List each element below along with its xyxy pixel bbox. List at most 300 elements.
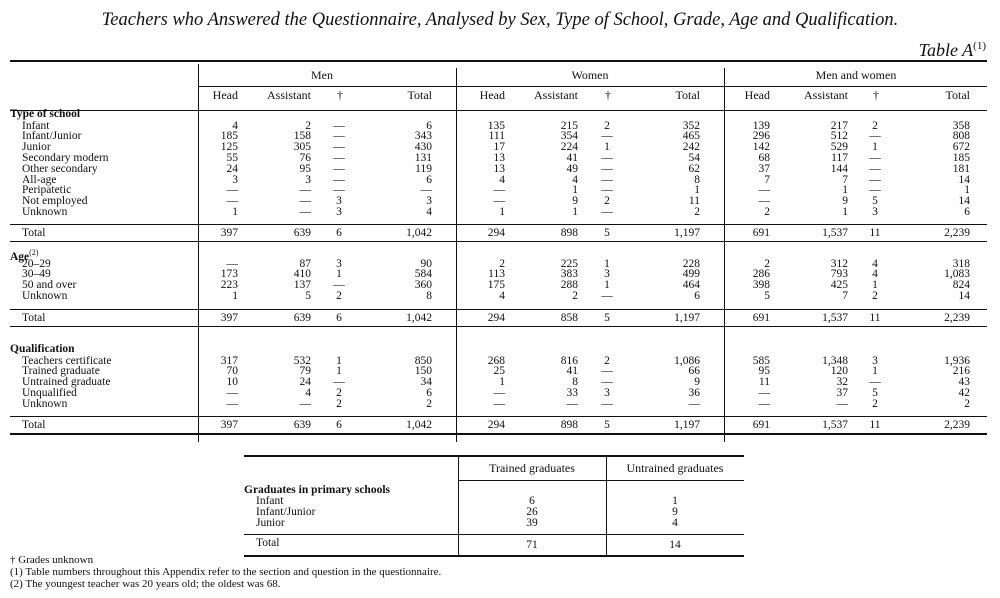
table-cell: 6	[964, 205, 970, 218]
table-cell: —	[493, 184, 505, 197]
table-cell: 354	[560, 130, 578, 143]
table-cell: 286	[752, 268, 770, 281]
table-cell: 3	[232, 173, 238, 186]
table-cell: 398	[752, 279, 770, 292]
footnote-dagger: † Grades unknown	[10, 554, 94, 566]
table-cell: —	[758, 184, 770, 197]
footnote-1: (1) Table numbers throughout this Appendix refer to the section and question in the questionnaire.	[10, 566, 442, 578]
table-cell: 8	[572, 376, 578, 389]
row-label: Unknown	[22, 289, 68, 302]
section-heading: Qualification	[10, 343, 75, 355]
total-cell: 6	[336, 312, 342, 324]
table-cell: 2	[764, 205, 770, 218]
table-cell: 288	[560, 279, 578, 292]
subtable-cell: 1	[672, 495, 678, 507]
group-header-rule	[198, 86, 987, 87]
table-cell: —	[601, 365, 613, 378]
table-cell: 1	[872, 365, 878, 378]
table-cell: 268	[487, 354, 505, 367]
total-cell: 898	[560, 419, 578, 431]
table-cell: 672	[952, 141, 970, 154]
table-cell: 13	[493, 151, 505, 164]
table-cell: 1	[336, 354, 342, 367]
table-cell: 4	[232, 119, 238, 132]
row-label: Not employed	[22, 195, 88, 208]
total-cell: 2,239	[944, 312, 970, 324]
subtable-header-rule	[458, 480, 744, 481]
total-cell: 691	[752, 419, 770, 431]
table-cell: 512	[830, 130, 848, 143]
table-cell: 7	[764, 173, 770, 186]
table-cell: —	[226, 195, 238, 208]
subtable-heading: Graduates in primary schools	[244, 484, 390, 496]
table-cell: 1	[872, 279, 878, 292]
total-cell: 1,537	[822, 312, 848, 324]
table-cell: 54	[688, 151, 700, 164]
table-cell: 137	[293, 279, 311, 292]
table-cell: 17	[493, 141, 505, 154]
total-cell: 5	[604, 419, 610, 431]
table-cell: 1	[336, 268, 342, 281]
table-cell: 3	[336, 257, 342, 270]
subtable-total-rule	[244, 534, 744, 535]
table-cell: —	[758, 386, 770, 399]
total-cell: 1,197	[674, 312, 700, 324]
table-cell: 1	[604, 141, 610, 154]
table-cell: 816	[560, 354, 578, 367]
table-cell: 2	[872, 289, 878, 302]
subtable-total-label: Total	[256, 537, 280, 549]
group-header: Men	[311, 68, 333, 82]
table-cell: 4	[305, 386, 311, 399]
table-cell: —	[493, 386, 505, 399]
table-cell: 173	[220, 268, 238, 281]
column-header: Total	[407, 88, 432, 102]
table-cell: —	[333, 130, 345, 143]
table-cell: 360	[414, 279, 432, 292]
column-header: Total	[675, 88, 700, 102]
table-cell: —	[601, 151, 613, 164]
table-cell: 228	[682, 257, 700, 270]
table-number-footnote-ref: (1)	[973, 40, 986, 52]
table-cell: 4	[499, 173, 505, 186]
total-label: Total	[22, 227, 46, 239]
table-cell: 2	[872, 119, 878, 132]
table-cell: —	[869, 130, 881, 143]
table-cell: —	[601, 173, 613, 186]
subtable-cell: 6	[529, 495, 535, 507]
total-cell: 5	[604, 312, 610, 324]
total-cell: 858	[560, 312, 578, 324]
table-cell: 2	[336, 386, 342, 399]
section-heading-footnote-ref: (2)	[29, 248, 39, 257]
total-cell: 639	[293, 419, 311, 431]
table-cell: 529	[830, 141, 848, 154]
table-cell: 318	[952, 257, 970, 270]
table-cell: —	[601, 162, 613, 175]
row-label: 20–29	[22, 257, 51, 270]
table-cell: 3	[604, 268, 610, 281]
table-cell: 2	[964, 397, 970, 410]
table-cell: 117	[831, 151, 848, 164]
table-cell: 7	[842, 289, 848, 302]
table-cell: 33	[566, 386, 578, 399]
subtable-row-label: Junior	[256, 516, 285, 529]
table-cell: —	[299, 397, 311, 410]
table-cell: —	[333, 119, 345, 132]
total-cell: 294	[487, 312, 505, 324]
table-cell: 1	[964, 184, 970, 197]
table-cell: 1	[499, 205, 505, 218]
table-cell: 3	[336, 195, 342, 208]
table-cell: 1,348	[822, 354, 848, 367]
table-cell: 217	[830, 119, 848, 132]
table-cell: 216	[952, 365, 970, 378]
table-cell: 6	[426, 173, 432, 186]
column-header: †	[873, 88, 879, 102]
total-cell: 6	[336, 227, 342, 239]
table-cell: 585	[752, 354, 770, 367]
total-cell: 11	[869, 227, 881, 239]
row-label: Infant	[22, 119, 50, 132]
table-cell: —	[758, 195, 770, 208]
table-cell: 296	[752, 130, 770, 143]
table-cell: 425	[830, 279, 848, 292]
table-cell: 62	[688, 162, 700, 175]
table-cell: 25	[493, 365, 505, 378]
table-cell: —	[493, 195, 505, 208]
table-cell: 5	[764, 289, 770, 302]
table-cell: —	[869, 184, 881, 197]
table-cell: —	[601, 289, 613, 302]
table-cell: —	[333, 141, 345, 154]
table-cell: 343	[414, 130, 432, 143]
section-bottom-rule	[10, 433, 987, 435]
table-cell: 95	[299, 162, 311, 175]
table-cell: 3	[426, 195, 432, 208]
footnotes	[10, 554, 441, 590]
table-cell: 4	[499, 289, 505, 302]
table-cell: —	[869, 376, 881, 389]
table-cell: 14	[958, 195, 970, 208]
group-header: Women	[571, 68, 609, 82]
table-cell: 215	[560, 119, 578, 132]
table-cell: 79	[299, 365, 311, 378]
total-cell: 397	[220, 227, 238, 239]
table-cell: 824	[952, 279, 970, 292]
row-label: Peripatetic	[22, 184, 72, 197]
table-cell: 4	[572, 173, 578, 186]
table-cell: —	[601, 376, 613, 389]
table-cell: 1	[572, 184, 578, 197]
table-cell: 3	[305, 173, 311, 186]
table-cell: 175	[487, 279, 505, 292]
section-bottom-rule	[10, 326, 987, 327]
table-cell: 2	[305, 119, 311, 132]
table-cell: —	[299, 205, 311, 218]
table-cell: 185	[220, 130, 238, 143]
total-cell: 2,239	[944, 419, 970, 431]
column-header: †	[605, 88, 611, 102]
section-heading: Age$^{(2)}$	[10, 248, 39, 263]
total-cell: 6	[336, 419, 342, 431]
column-header: Assistant	[533, 88, 578, 102]
row-label: Trained graduate	[22, 365, 100, 378]
table-cell: 1	[694, 184, 700, 197]
table-cell: 10	[226, 376, 238, 389]
table-cell: —	[758, 397, 770, 410]
total-cell: 397	[220, 312, 238, 324]
table-cell: 111	[488, 130, 505, 143]
table-cell: 135	[487, 119, 505, 132]
table-cell: —	[333, 184, 345, 197]
subtable-column-header: Untrained graduates	[626, 461, 724, 475]
table-cell: 49	[566, 162, 578, 175]
table-cell: 8	[694, 173, 700, 186]
row-label: Secondary modern	[22, 151, 109, 164]
table-cell: 464	[682, 279, 700, 292]
table-cell: 6	[694, 289, 700, 302]
table-cell: 1	[872, 141, 878, 154]
table-cell: —	[836, 397, 848, 410]
table-cell: 5	[872, 386, 878, 399]
table-cell: 4	[872, 268, 878, 281]
section-bottom-rule	[10, 241, 987, 242]
subtable-top-rule	[244, 455, 744, 457]
table-cell: 66	[688, 365, 700, 378]
row-label: Other secondary	[22, 162, 98, 175]
total-cell: 294	[487, 227, 505, 239]
subtable-column-header: Trained graduates	[489, 461, 575, 475]
table-cell: 1	[604, 279, 610, 292]
table-cell: 87	[299, 257, 311, 270]
table-cell: —	[869, 162, 881, 175]
table-cell: 6	[426, 386, 432, 399]
table-cell: 2	[336, 397, 342, 410]
column-header: Total	[945, 88, 970, 102]
footnote-2: (2) The youngest teacher was 20 years old; the oldest was 68.	[10, 578, 281, 590]
group-header: Men and women	[815, 68, 897, 82]
subcol-header-rule	[10, 110, 987, 111]
table-cell: —	[869, 151, 881, 164]
column-header: Head	[744, 88, 770, 102]
table-cell: 3	[604, 386, 610, 399]
table-cell: 11	[758, 376, 770, 389]
total-cell: 5	[604, 227, 610, 239]
table-cell: 430	[414, 141, 432, 154]
table-cell: 352	[682, 119, 700, 132]
table-cell: 2	[572, 289, 578, 302]
table-cell: —	[601, 205, 613, 218]
table-cell: —	[226, 397, 238, 410]
table-cell: 1	[336, 365, 342, 378]
table-cell: —	[333, 151, 345, 164]
table-cell: 24	[226, 162, 238, 175]
table-cell: 499	[682, 268, 700, 281]
table-cell: 2	[604, 195, 610, 208]
table-cell: —	[688, 397, 700, 410]
table-cell: 70	[226, 365, 238, 378]
subtable-total-cell: 71	[526, 539, 538, 551]
table-cell: 410	[293, 268, 311, 281]
table-cell: 383	[560, 268, 578, 281]
total-cell: 1,042	[406, 419, 432, 431]
table-cell: —	[601, 130, 613, 143]
total-rule	[10, 309, 987, 310]
table-cell: 144	[830, 162, 848, 175]
table-number	[919, 40, 986, 61]
table-cell: 224	[560, 141, 578, 154]
total-label: Total	[22, 312, 46, 324]
table-cell: 142	[752, 141, 770, 154]
table-cell: 793	[830, 268, 848, 281]
row-label: Teachers certificate	[22, 354, 112, 367]
column-header: †	[337, 88, 343, 102]
table-cell: 158	[293, 130, 311, 143]
row-label: 30–49	[22, 268, 51, 281]
table-cell: 532	[293, 354, 311, 367]
table-cell: 43	[958, 376, 970, 389]
row-label: Unqualified	[22, 386, 77, 399]
table-cell: 125	[220, 141, 238, 154]
table-cell: 4	[872, 257, 878, 270]
table-cell: —	[493, 397, 505, 410]
table-cell: 41	[566, 151, 578, 164]
table-cell: 37	[836, 386, 848, 399]
table-cell: 3	[336, 205, 342, 218]
table-cell: 1,083	[944, 268, 970, 281]
table-cell: 95	[758, 365, 770, 378]
table-cell: 6	[426, 119, 432, 132]
row-label: Untrained graduate	[22, 376, 111, 389]
total-cell: 2,239	[944, 227, 970, 239]
table-cell: 1	[499, 376, 505, 389]
total-cell: 1,537	[822, 419, 848, 431]
table-cell: 2	[604, 119, 610, 132]
table-cell: —	[869, 173, 881, 186]
table-cell: 181	[952, 162, 970, 175]
table-cell: 113	[488, 268, 505, 281]
subtable-row-label: Infant	[256, 495, 284, 507]
table-cell: 465	[682, 130, 700, 143]
column-header: Assistant	[803, 88, 848, 102]
total-cell: 691	[752, 312, 770, 324]
table-cell: —	[299, 195, 311, 208]
total-rule	[10, 224, 987, 225]
subtable-cell: 39	[526, 516, 538, 529]
table-cell: 41	[566, 365, 578, 378]
table-cell: 68	[758, 151, 770, 164]
table-cell: —	[226, 386, 238, 399]
table-top-rule	[10, 60, 987, 62]
table-cell: 8	[426, 289, 432, 302]
total-cell: 397	[220, 419, 238, 431]
table-cell: 119	[415, 162, 432, 175]
table-cell: 3	[872, 354, 878, 367]
table-cell: 131	[414, 151, 432, 164]
row-label: All-age	[22, 173, 57, 186]
total-cell: 294	[487, 419, 505, 431]
table-cell: 223	[220, 279, 238, 292]
table-cell: 2	[694, 205, 700, 218]
column-header: Head	[479, 88, 505, 102]
table-cell: 13	[493, 162, 505, 175]
table-cell: 5	[305, 289, 311, 302]
section-heading: Type of school	[10, 108, 81, 120]
table-cell: 312	[830, 257, 848, 270]
column-header: Assistant	[266, 88, 311, 102]
table-cell: 1	[842, 205, 848, 218]
subtable-cell: 4	[672, 516, 678, 529]
table-cell: 55	[226, 151, 238, 164]
table-cell: 1	[604, 257, 610, 270]
total-cell: 1,042	[406, 312, 432, 324]
subtable-row-label: Infant/Junior	[256, 505, 316, 518]
total-cell: 1,197	[674, 419, 700, 431]
table-cell: 5	[872, 195, 878, 208]
total-label: Total	[22, 419, 46, 431]
table-cell: 1	[232, 205, 238, 218]
table-cell: 4	[426, 205, 432, 218]
table-cell: —	[333, 162, 345, 175]
total-cell: 11	[869, 419, 881, 431]
table-cell: —	[333, 173, 345, 186]
table-cell: 850	[414, 354, 432, 367]
table-number-text: Table A	[918, 40, 974, 60]
table-cell: 14	[958, 173, 970, 186]
table-cell: 11	[688, 195, 700, 208]
row-label: Unknown	[22, 205, 68, 218]
table-cell: 2	[426, 397, 432, 410]
table-cell: 36	[688, 386, 700, 399]
table-cell: —	[333, 376, 345, 389]
table-cell: —	[226, 184, 238, 197]
table-cell: 808	[952, 130, 970, 143]
table-cell: 9	[842, 195, 848, 208]
subtable-cell: 9	[672, 505, 678, 518]
table-cell: 1,936	[944, 354, 970, 367]
row-label: Junior	[22, 141, 51, 154]
total-cell: 1,042	[406, 227, 432, 239]
total-cell: 11	[869, 312, 881, 324]
table-cell: 24	[299, 376, 311, 389]
table-cell: 584	[414, 268, 432, 281]
table-cell: 42	[958, 386, 970, 399]
table-cell: 34	[420, 376, 432, 389]
table-cell: 1,086	[674, 354, 700, 367]
table-cell: 1	[842, 184, 848, 197]
table-cell: 9	[572, 195, 578, 208]
table-cell: 3	[872, 205, 878, 218]
total-cell: 1,537	[822, 227, 848, 239]
table-cell: 37	[758, 162, 770, 175]
table-cell: 2	[336, 289, 342, 302]
table-cell: 120	[830, 365, 848, 378]
subtable-total-cell: 14	[669, 539, 681, 551]
table-cell: —	[601, 184, 613, 197]
column-header: Head	[212, 88, 238, 102]
total-cell: 639	[293, 227, 311, 239]
table-cell: —	[566, 397, 578, 410]
table-cell: 2	[499, 257, 505, 270]
table-cell: 358	[952, 119, 970, 132]
table-cell: 317	[220, 354, 238, 367]
total-cell: 639	[293, 312, 311, 324]
table-cell: —	[333, 279, 345, 292]
table-cell: 32	[836, 376, 848, 389]
table-cell: 7	[842, 173, 848, 186]
table-cell: —	[299, 184, 311, 197]
